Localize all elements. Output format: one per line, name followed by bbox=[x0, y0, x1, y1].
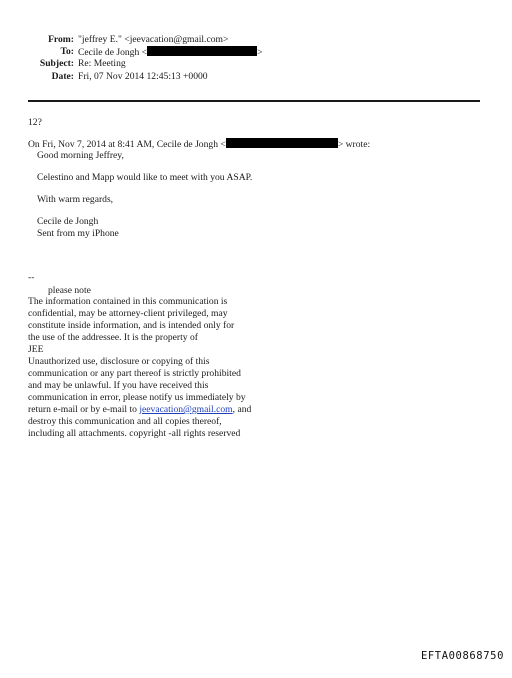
disclaimer-line: Unauthorized use, disclosure or copying of this bbox=[28, 356, 210, 367]
document-id: EFTA00868750 bbox=[420, 650, 504, 662]
disclaimer-note: please note bbox=[48, 285, 91, 296]
subject-label: Subject: bbox=[39, 58, 74, 69]
disclaimer-line: communication in error, please notify us immediately by bbox=[28, 392, 246, 403]
email-link[interactable]: jeevacation@gmail.com bbox=[139, 404, 233, 415]
message: Celestino and Mapp would like to meet with you ASAP. bbox=[37, 172, 253, 183]
greeting: Good morning Jeffrey, bbox=[37, 150, 124, 161]
quote-intro-prefix: On Fri, Nov 7, 2014 at 8:41 AM, Cecile de Jongh < bbox=[28, 139, 226, 150]
disclaimer-line: The information contained in this communication is bbox=[28, 296, 228, 307]
to-suffix: > bbox=[257, 47, 263, 58]
from-value: "jeffrey E." <jeevacation@gmail.com> bbox=[78, 34, 229, 45]
date-value: Fri, 07 Nov 2014 12:45:13 +0000 bbox=[78, 71, 208, 82]
disclaimer-line: JEE bbox=[28, 344, 44, 355]
disclaimer-email-line bbox=[28, 404, 251, 416]
email-prefix: return e-mail or by e-mail to bbox=[28, 404, 140, 415]
quote-intro-suffix: > wrote: bbox=[337, 139, 371, 150]
email-suffix: , and bbox=[232, 404, 252, 415]
header-divider bbox=[28, 100, 480, 102]
disclaimer-line: confidential, may be attorney-client privileged, may bbox=[28, 308, 228, 319]
to-label: To: bbox=[60, 46, 74, 57]
to-prefix: Cecile de Jongh < bbox=[78, 47, 148, 58]
disclaimer-line: including all attachments. copyright -all rights reserved bbox=[28, 428, 241, 439]
reply-text: 12? bbox=[28, 117, 42, 128]
signature-device: Sent from my iPhone bbox=[37, 228, 119, 239]
disclaimer-line: the use of the addressee. It is the property of bbox=[28, 332, 198, 343]
disclaimer-line: destroy this communication and all copies thereof, bbox=[28, 416, 222, 427]
disclaimer-line: communication or any part thereof is strictly prohibited bbox=[28, 368, 241, 379]
redaction-bar bbox=[147, 46, 257, 56]
closing: With warm regards, bbox=[37, 194, 114, 205]
redaction-bar bbox=[226, 138, 338, 148]
disclaimer-dashes: -- bbox=[28, 272, 35, 283]
disclaimer-line: constitute inside information, and is intended only for bbox=[28, 320, 235, 331]
date-label: Date: bbox=[51, 71, 74, 82]
disclaimer-line: and may be unlawful. If you have received this bbox=[28, 380, 209, 391]
subject-value: Re: Meeting bbox=[78, 58, 126, 69]
signature-name: Cecile de Jongh bbox=[37, 216, 99, 227]
from-label: From: bbox=[48, 34, 74, 45]
